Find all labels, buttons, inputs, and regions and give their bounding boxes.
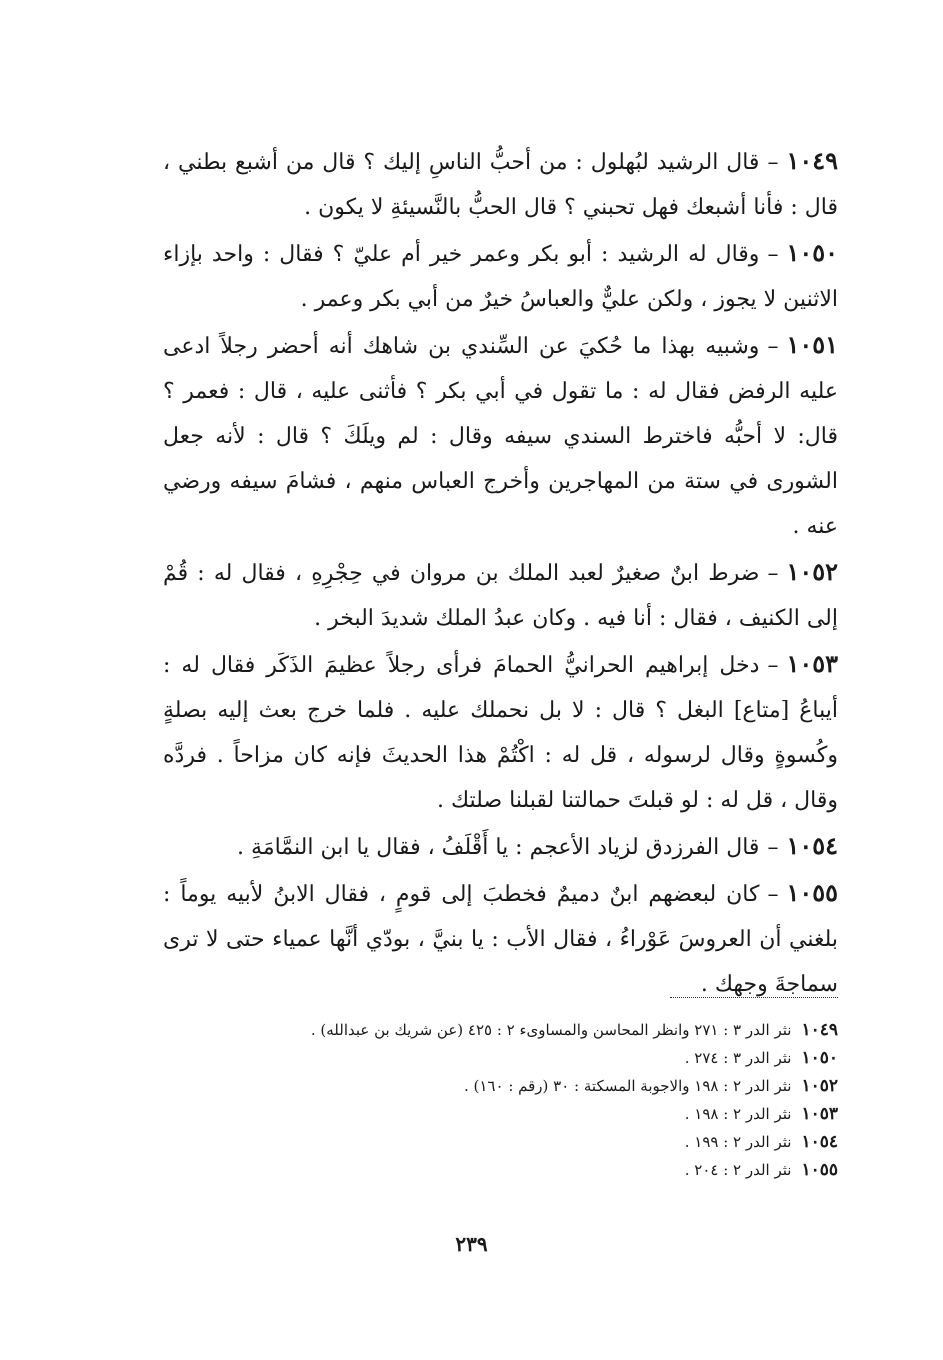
footnote-text: نثر الدر ٢ : ٢٠٤ .: [684, 1161, 792, 1179]
entry-dash: –: [767, 150, 779, 175]
entry-1053: [163, 641, 838, 823]
footnote-item: [163, 1100, 838, 1128]
footnotes: [163, 1016, 838, 1184]
entry-text: قال الفرزدق لزياد الأعجم : يا أَقْلَفُ ، فقال يا ابن النمَّامَةِ .: [237, 835, 760, 860]
footnote-item: [163, 1156, 838, 1184]
footnote-divider: [670, 997, 838, 998]
footnote-number: ١٠٥٥: [801, 1160, 838, 1180]
entry-dash: –: [767, 561, 779, 586]
entry-1055: [163, 870, 838, 1007]
entry-dash: –: [767, 334, 779, 359]
footnote-text: نثر الدر ٢ : ١٩٩ .: [684, 1133, 792, 1151]
entry-1050: [163, 230, 838, 322]
page-number: ٢٣٩: [455, 1232, 488, 1256]
entry-number: ١٠٥٤: [786, 831, 838, 860]
entry-number: ١٠٥٠: [786, 238, 838, 267]
entry-dash: –: [767, 653, 779, 678]
entry-dash: –: [767, 882, 779, 907]
entry-1051: [163, 322, 838, 549]
footnote-text: نثر الدر ٣ : ٢٧٤ .: [684, 1049, 792, 1067]
footnote-number: ١٠٥٢: [801, 1076, 838, 1096]
footnote-item: [163, 1016, 838, 1044]
entry-number: ١٠٥٥: [786, 878, 838, 907]
footnote-text: نثر الدر ٢ : ١٩٨ .: [684, 1105, 792, 1123]
entry-number: ١٠٤٩: [786, 146, 838, 175]
footnote-text: نثر الدر ٣ : ٢٧١ وانظر المحاسن والمساوىء ٢ : ٤٢٥ (عن شريك بن عبدالله) .: [310, 1021, 792, 1039]
entry-text: كان لبعضهم ابنٌ دميمٌ فخطبَ إلى قومٍ ، فقال الابنُ لأبيه يوماً : بلغني أن العروسَ عَوْراءُ ، فقال الأب : يا بنيَّ ، بودّي أنَّها عمياء حتى لا ترى سماجةَ وجهك .: [163, 882, 838, 997]
entry-text: قال الرشيد لبُهلول : من أحبُّ الناسِ إليك ؟ قال من أشبع بطني ، قال : فأنا أشبعك فهل تحبني ؟ قال الحبُّ بالنَّسيئةِ لا يكون .: [163, 150, 838, 220]
entry-dash: –: [767, 242, 779, 267]
entry-number: ١٠٥١: [786, 330, 838, 359]
entry-text: وشبيه بهذا ما حُكيَ عن السِّندي بن شاهك أنه أحضر رجلاً ادعى عليه الرفض فقال له : ما تقول في أبي بكر ؟ فأثنى عليه ، قال : فعمر ؟ قال: لا أحبُّه فاخترط السندي سيفه وقال : لم ويلَكَ ؟ قال : لأنه جعل الشورى في ستة من المهاجرين وأخرج العباس منهم ، فشامَ سيفه ورضي عنه .: [163, 334, 838, 539]
entry-1052: [163, 549, 838, 641]
entry-number: ١٠٥٣: [786, 649, 838, 678]
footnote-item: [163, 1072, 838, 1100]
entry-1054: [163, 823, 838, 870]
entry-number: ١٠٥٢: [786, 557, 838, 586]
entry-text: دخل إبراهيم الحرانيُّ الحمامَ فرأى رجلاً عظيمَ الذَكَر فقال له : أيباعُ [متاع] البغل ؟ قال : لا بل نحملك عليه . فلما خرج بعث إليه بصلةٍ وكُسوةٍ وقال لرسوله ، قل له : اكْتُمْ هذا الحديثَ فإنه كان مزاحاً . فردَّه وقال ، قل له : لو قبلتَ حمالتنا لقبلنا صلتك .: [163, 653, 838, 813]
footnote-text: نثر الدر ٢ : ١٩٨ والاجوبة المسكتة : ٣٠ (رقم : ١٦٠) .: [463, 1077, 792, 1095]
entry-text: وقال له الرشيد : أبو بكر وعمر خير أم عليّ ؟ فقال : واحد بإزاء الاثنين لا يجوز ، ولكن عليٌّ والعباسُ خيرٌ من أبي بكر وعمر .: [163, 242, 838, 312]
main-text: [163, 138, 838, 1007]
entry-text: ضرط ابنٌ صغيرٌ لعبد الملك بن مروان في حِجْرِهِ ، فقال له : قُمْ إلى الكنيف ، فقال : أنا فيه . وكان عبدُ الملك شديدَ البخر .: [163, 561, 838, 631]
footnote-item: [163, 1044, 838, 1072]
entry-1049: [163, 138, 838, 230]
entry-dash: –: [767, 835, 779, 860]
footnote-number: ١٠٥٤: [801, 1132, 838, 1152]
footnote-number: ١٠٥٠: [801, 1048, 838, 1068]
footnote-number: ١٠٥٣: [801, 1104, 838, 1124]
footnote-item: [163, 1128, 838, 1156]
footnote-number: ١٠٤٩: [801, 1020, 838, 1040]
